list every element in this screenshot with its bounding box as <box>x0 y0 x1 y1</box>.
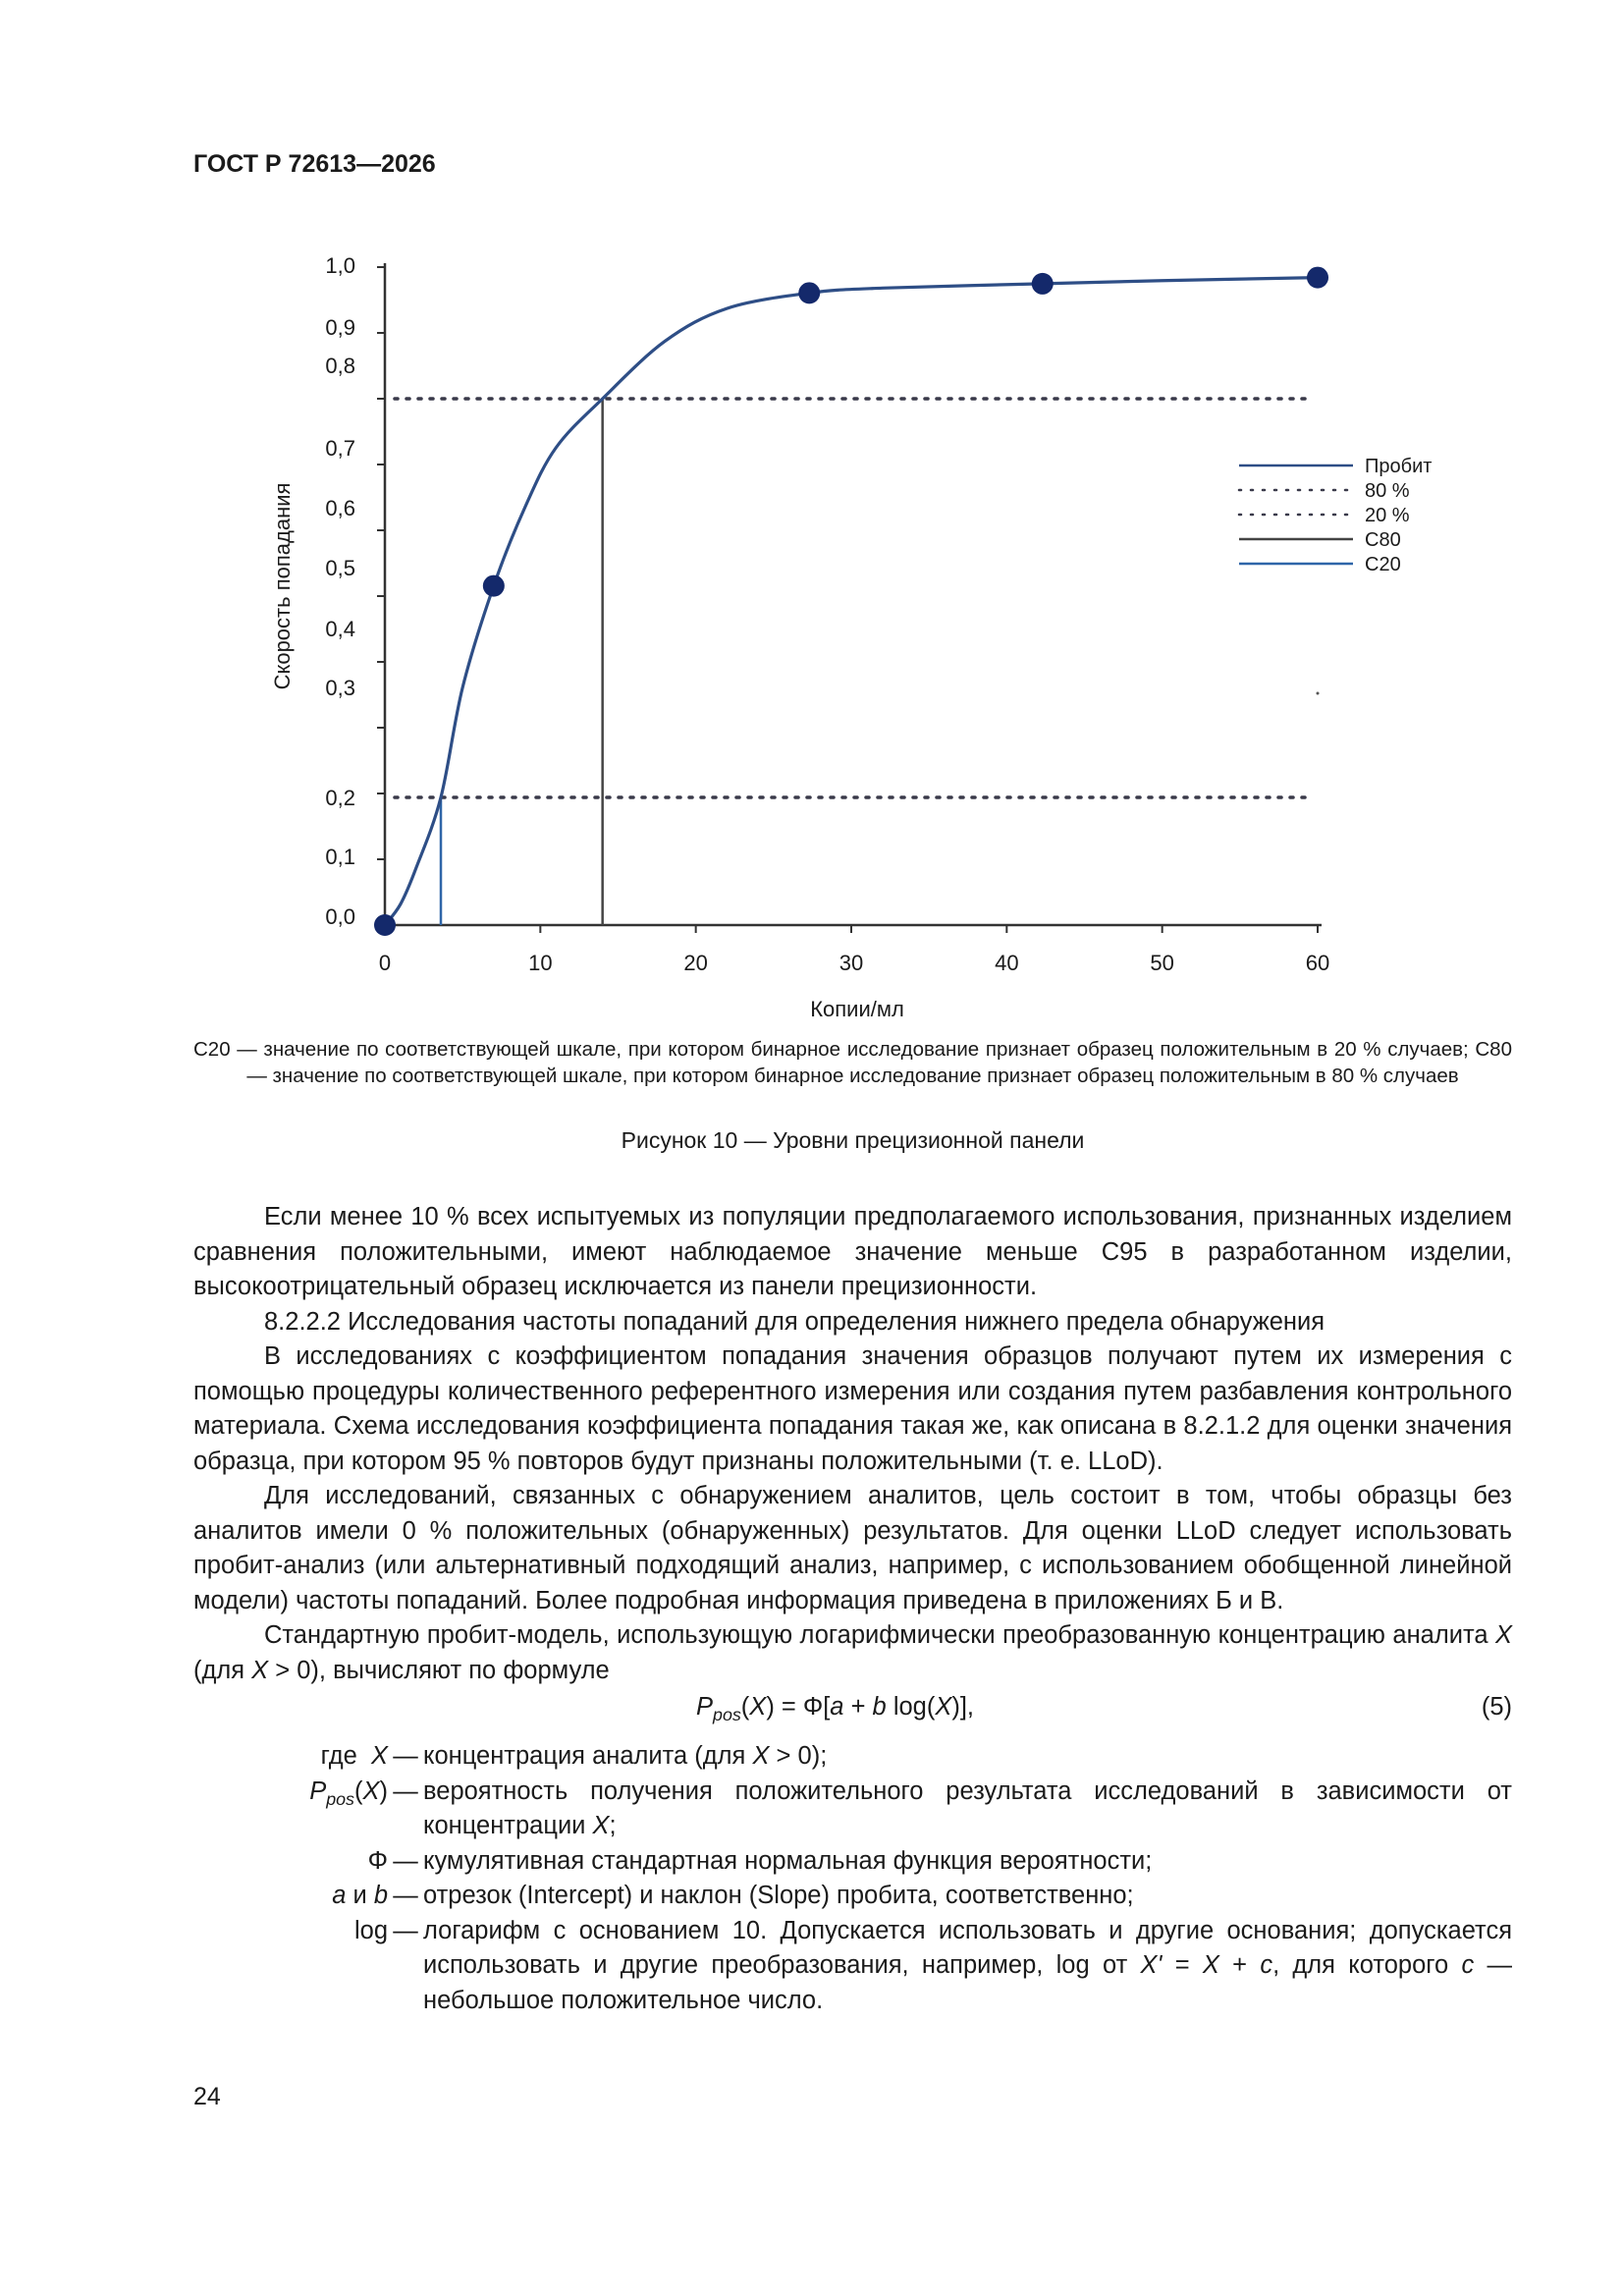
y-tick-label: 1,0 <box>325 253 355 278</box>
data-point <box>798 282 820 303</box>
symbol-definitions <box>193 1739 1512 2018</box>
def-log-c: c <box>1260 1951 1273 1979</box>
p5-text-a: Стандартную пробит-модель, использующую логарифмически преобразованную концентрацию аналита <box>264 1621 1495 1649</box>
definition-x <box>193 1739 1512 1775</box>
formula-b: b <box>872 1693 887 1721</box>
y-tick-label: 0,9 <box>325 315 355 340</box>
x-tick-label: 10 <box>528 951 553 975</box>
definition-a-b <box>193 1879 1512 1914</box>
paragraph-4: Для исследований, связанных с обнаружением аналитов, цель состоит в том, чтобы образцы без аналитов имели 0 % положительных (обнаруженных) результатов. Для оценки LLoD следует использовать пробит-анализ (или альтернативный подходящий анализ, например, с использованием обобщенной линейной модели) частоты попаданий. Более подробная информация приведена в приложениях Б и В. <box>193 1482 1512 1614</box>
x-tick-label: 0 <box>378 951 392 975</box>
formula-sub: pos <box>713 1705 741 1725</box>
def-a-b: отрезок (Intercept) и наклон (Slope) пробита, соответственно; <box>423 1882 1134 1909</box>
p5-var-x-2: X <box>251 1656 269 1684</box>
document-header: ГОСТ Р 72613—2026 <box>193 150 436 178</box>
dash: — <box>393 1916 418 1944</box>
def-x-var: X <box>752 1742 770 1770</box>
def-log-c-2: c <box>1461 1951 1475 1979</box>
chart-svg <box>0 0 1623 1041</box>
y-tick-label: 0,3 <box>325 676 355 700</box>
symbol-phi: Φ <box>367 1846 388 1875</box>
page-number: 24 <box>193 2083 221 2110</box>
dash: — <box>393 1777 418 1805</box>
probit-curve <box>385 278 1318 925</box>
dash: — <box>393 1742 418 1770</box>
x-tick-label: 40 <box>995 951 1019 975</box>
paragraph-3: В исследованиях с коэффициентом попадания значения образцов получают путем их измерения с помощью процедуры количественного референтного измерения или создания путем разбавления контрольного материала. Схема исследования коэффициента попадания такая же, как описана в 8.2.1.2 для оценки значения образца, при котором 95 % повторов будут признаны положительными (т. е. LLoD). <box>193 1342 1512 1475</box>
dash: — <box>393 1882 418 1909</box>
legend-label: C20 <box>1365 554 1401 575</box>
symbol-x: X <box>370 1742 388 1770</box>
data-point <box>1307 267 1328 289</box>
formula-row <box>193 1690 1512 1729</box>
paragraph-5 <box>193 1618 1512 1688</box>
figure-title: Рисунок 10 — Уровни прецизионной панели <box>621 1127 1085 1153</box>
dash: — <box>393 1846 418 1875</box>
y-tick-label: 0,8 <box>325 354 355 378</box>
legend-label: Пробит <box>1365 456 1433 477</box>
paragraph-1: Если менее 10 % всех испытуемых из популяции предполагаемого использования, признанных изделием сравнения положительными, имеют наблюдаемое значение меньше С95 в разработанном изделии, высокоотрицательный образец исключается из панели прецизионности. <box>193 1203 1512 1300</box>
data-point <box>483 575 505 597</box>
p5-text-b: (для <box>193 1656 252 1684</box>
data-point <box>1032 273 1054 295</box>
x-tick-label: 30 <box>839 951 864 975</box>
def-x-text: концентрация аналита (для <box>423 1742 753 1770</box>
definition-log <box>193 1914 1512 2019</box>
y-tick-label: 0,0 <box>325 904 355 929</box>
def-p-var: X <box>592 1812 610 1839</box>
symbol-p-sub: pos <box>326 1788 354 1809</box>
y-axis-label: Скорость попадания <box>270 482 295 690</box>
def-log-plus: + <box>1218 1951 1261 1979</box>
definition-ppos <box>193 1775 1512 1844</box>
y-tick-label: 0,5 <box>325 556 355 580</box>
symbol-p: P <box>309 1777 327 1805</box>
def-log-mid: , для которого <box>1272 1951 1462 1979</box>
legend-label: 20 % <box>1365 505 1410 526</box>
x-tick-label: 50 <box>1150 951 1174 975</box>
formula-mid: ) = Φ[ <box>766 1693 831 1721</box>
formula-x: X <box>749 1693 767 1721</box>
where-label: где <box>320 1742 357 1770</box>
p5-text-c: > 0), вычисляют по формуле <box>268 1656 610 1684</box>
def-log-x: X <box>1202 1951 1219 1979</box>
def-log-xprime: X' <box>1140 1951 1163 1979</box>
y-tick-label: 0,4 <box>325 617 355 641</box>
symbol-p-x: X <box>362 1777 380 1805</box>
legend-label: 80 % <box>1365 480 1410 502</box>
x-tick-label: 60 <box>1305 951 1330 975</box>
def-log-end: — небольшое положительное число. <box>423 1951 1512 2014</box>
def-p-end: ; <box>609 1812 617 1839</box>
y-tick-label: 0,6 <box>325 496 355 520</box>
definition-phi <box>193 1844 1512 1880</box>
p5-var-x: X <box>1494 1621 1512 1649</box>
formula-p: P <box>696 1693 714 1721</box>
def-x-end: > 0); <box>769 1742 828 1770</box>
def-log-eq: = <box>1162 1951 1203 1979</box>
def-phi: кумулятивная стандартная нормальная функция вероятности; <box>423 1846 1153 1875</box>
formula-plus: + <box>843 1693 873 1721</box>
formula-x-2: X <box>935 1693 952 1721</box>
symbol-and: и <box>346 1882 374 1909</box>
symbol-p-close: ) <box>379 1777 388 1805</box>
symbol-b: b <box>373 1882 388 1909</box>
y-tick-label: 0,7 <box>325 436 355 461</box>
x-axis-label: Копии/мл <box>810 997 904 1021</box>
formula-end: )], <box>951 1693 975 1721</box>
y-tick-label: 0,1 <box>325 845 355 869</box>
formula-a: a <box>830 1693 844 1721</box>
symbol-log: log <box>353 1916 388 1944</box>
symbol-p-open: ( <box>353 1777 363 1805</box>
def-log-text: логарифм с основанием 10. Допускается использовать и другие основания; допускается использовать и другие преобразования, например, log от <box>423 1916 1512 1979</box>
def-p-text: вероятность получения положительного результата исследований в зависимости от концентрации <box>423 1777 1512 1839</box>
stray-dot <box>1317 692 1320 695</box>
legend-label: C80 <box>1365 529 1401 551</box>
x-tick-label: 20 <box>683 951 708 975</box>
formula-number: (5) <box>1481 1693 1512 1721</box>
symbol-a: a <box>332 1882 347 1909</box>
figure-note: C20 — значение по соответствующей шкале, при котором бинарное исследование признает образец положительным в 20 % случаев; C80 — значение по соответствующей шкале, при котором бинарное исследование признает образец положительным в 80 % случаев <box>193 1038 1512 1087</box>
y-tick-label: 0,2 <box>325 786 355 810</box>
formula-log: log( <box>886 1693 936 1721</box>
section-heading-8-2-2-2: 8.2.2.2 Исследования частоты попаданий для определения нижнего предела обнаружения <box>264 1307 1325 1336</box>
data-point <box>374 914 396 936</box>
formula-5 <box>696 1690 974 1733</box>
formula-open: ( <box>740 1693 750 1721</box>
body-text <box>193 1200 1512 2018</box>
